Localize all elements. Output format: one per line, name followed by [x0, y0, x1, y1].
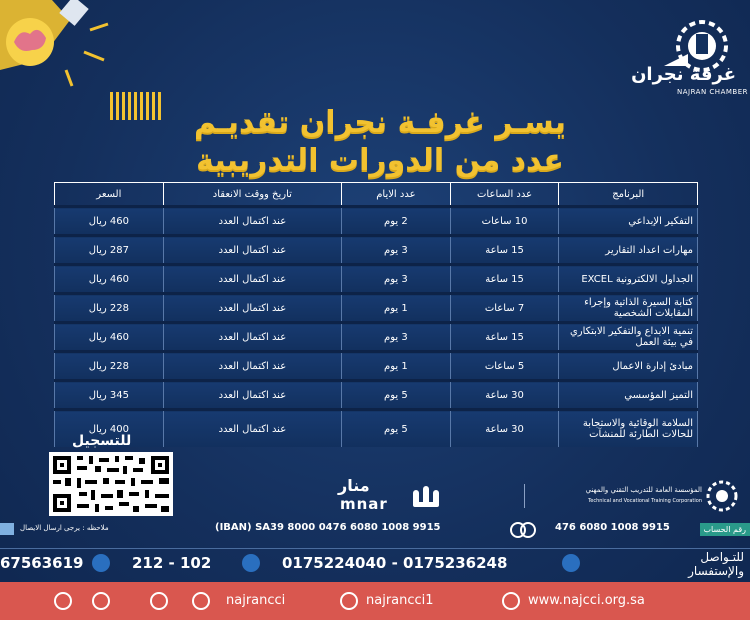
table-row: [55, 381, 698, 410]
qr-code-icon[interactable]: [49, 452, 173, 516]
table-row: [55, 207, 698, 236]
cell-program: مهارات اعداد التقارير: [559, 236, 698, 265]
cell-date: عند اكتمال العدد: [163, 352, 341, 381]
headline-line1: يسـر غرفـة نجران تقديـم: [194, 105, 566, 140]
transfer-icon: [242, 554, 260, 572]
cell-days: 1 يوم: [342, 294, 451, 323]
cell-hours: 7 ساعات: [450, 294, 559, 323]
cell-hours: 15 ساعة: [450, 236, 559, 265]
account-number: 476 6080 1008 9915: [555, 522, 670, 533]
cell-hours: 15 ساعة: [450, 265, 559, 294]
footer: [0, 582, 750, 620]
cell-price: 287 ريال: [55, 236, 164, 265]
social-handle[interactable]: najrancci: [226, 593, 286, 608]
youtube-icon[interactable]: [502, 592, 520, 610]
bank-info: [0, 522, 750, 540]
cell-price: 345 ريال: [55, 381, 164, 410]
header-hours: عدد الساعات: [450, 183, 559, 207]
cell-days: 2 يوم: [342, 207, 451, 236]
cell-date: عند اكتمال العدد: [163, 294, 341, 323]
header-days: عدد الايام: [342, 183, 451, 207]
cell-date: عند اكتمال العدد: [163, 207, 341, 236]
cell-price: 228 ريال: [55, 352, 164, 381]
phone-2[interactable]: 212 - 102: [132, 554, 212, 572]
headline-line2: عدد من الدورات التدريبية: [196, 143, 564, 178]
table-row: [55, 294, 698, 323]
cell-price: 460 ريال: [55, 323, 164, 352]
cell-program: مبادئ إدارة الاعمال: [559, 352, 698, 381]
cell-program: الجداول الالكترونية EXCEL: [559, 265, 698, 294]
cell-price: 460 ريال: [55, 265, 164, 294]
tvtc-arabic: المؤسسة العامة للتدريب التقني والمهني: [585, 486, 702, 494]
phone-1[interactable]: 67563619: [0, 554, 84, 572]
bank-note: ملاحظه : يرجى ارسال الايصال: [20, 524, 109, 532]
account-label: رقم الحساب: [700, 523, 750, 536]
phone-icon: [562, 554, 580, 572]
cell-price: 460 ريال: [55, 207, 164, 236]
cell-hours: 15 ساعة: [450, 323, 559, 352]
table-header: [55, 183, 698, 207]
register-label: للتسجيل: [72, 433, 132, 449]
cell-program: التفكير الإبداعي: [559, 207, 698, 236]
table-row: [55, 352, 698, 381]
cell-hours: 5 ساعات: [450, 352, 559, 381]
cell-days: 3 يوم: [342, 236, 451, 265]
iban-number: (IBAN) SA39 8000 0476 6080 1008 9915: [215, 522, 441, 533]
x-icon[interactable]: [192, 592, 210, 610]
org-name: غرفة نجران: [631, 64, 736, 85]
instagram-handle[interactable]: najrancci1: [366, 593, 434, 608]
mnar-english: mnar: [340, 495, 388, 513]
instagram-icon[interactable]: [340, 592, 358, 610]
courses-table: [54, 182, 698, 447]
cell-date: عند اكتمال العدد: [163, 323, 341, 352]
cell-price: 400 ريال: [55, 410, 164, 448]
cell-hours: 30 ساعة: [450, 410, 559, 448]
cell-date: عند اكتمال العدد: [163, 410, 341, 448]
cell-program: السلامة الوقائية والاستجابة للحالات الطارئة للمنشآت: [559, 410, 698, 448]
table-row: [55, 265, 698, 294]
cell-program: التميز المؤسسي: [559, 381, 698, 410]
cell-date: عند اكتمال العدد: [163, 265, 341, 294]
bank-logo-icon: [508, 518, 538, 542]
header-date: تاريخ ووقت الانعقاد: [163, 183, 341, 207]
cell-hours: 10 ساعات: [450, 207, 559, 236]
facebook-icon[interactable]: [150, 592, 168, 610]
divider: [524, 484, 525, 508]
table-row: [55, 236, 698, 265]
headline: [100, 104, 660, 180]
contact-label: للتـواصل والإستفسار: [688, 550, 744, 578]
tvtc-logo-icon: [704, 480, 740, 512]
website-link[interactable]: www.najcci.org.sa: [528, 593, 645, 608]
header-program: البرنامج: [559, 183, 698, 207]
cell-days: 5 يوم: [342, 410, 451, 448]
cell-days: 1 يوم: [342, 352, 451, 381]
table-row: [55, 410, 698, 448]
cell-days: 5 يوم: [342, 381, 451, 410]
header-price: السعر: [55, 183, 164, 207]
cell-price: 228 ريال: [55, 294, 164, 323]
cell-hours: 30 ساعة: [450, 381, 559, 410]
phone-row: [0, 548, 750, 578]
mnar-arabic: منار: [338, 476, 370, 495]
tiktok-icon[interactable]: [54, 592, 72, 610]
cell-date: عند اكتمال العدد: [163, 381, 341, 410]
snapchat-icon[interactable]: [92, 592, 110, 610]
lightbulb-icon: [0, 0, 120, 90]
phone-icon: [92, 554, 110, 572]
table-row: [55, 323, 698, 352]
cell-date: عند اكتمال العدد: [163, 236, 341, 265]
cell-program: كتابة السيرة الذاتية وإجراء المقابلات الشخصية: [559, 294, 698, 323]
tvtc-english: Technical and Vocational Training Corporation: [588, 498, 702, 504]
cell-program: تنمية الابداع والتفكير الابتكاري في بيئة العمل: [559, 323, 698, 352]
org-sub: NAJRAN CHAMBER: [677, 88, 748, 96]
cell-days: 3 يوم: [342, 265, 451, 294]
cell-days: 3 يوم: [342, 323, 451, 352]
phone-3[interactable]: 0175224040 - 0175236248: [282, 554, 508, 572]
